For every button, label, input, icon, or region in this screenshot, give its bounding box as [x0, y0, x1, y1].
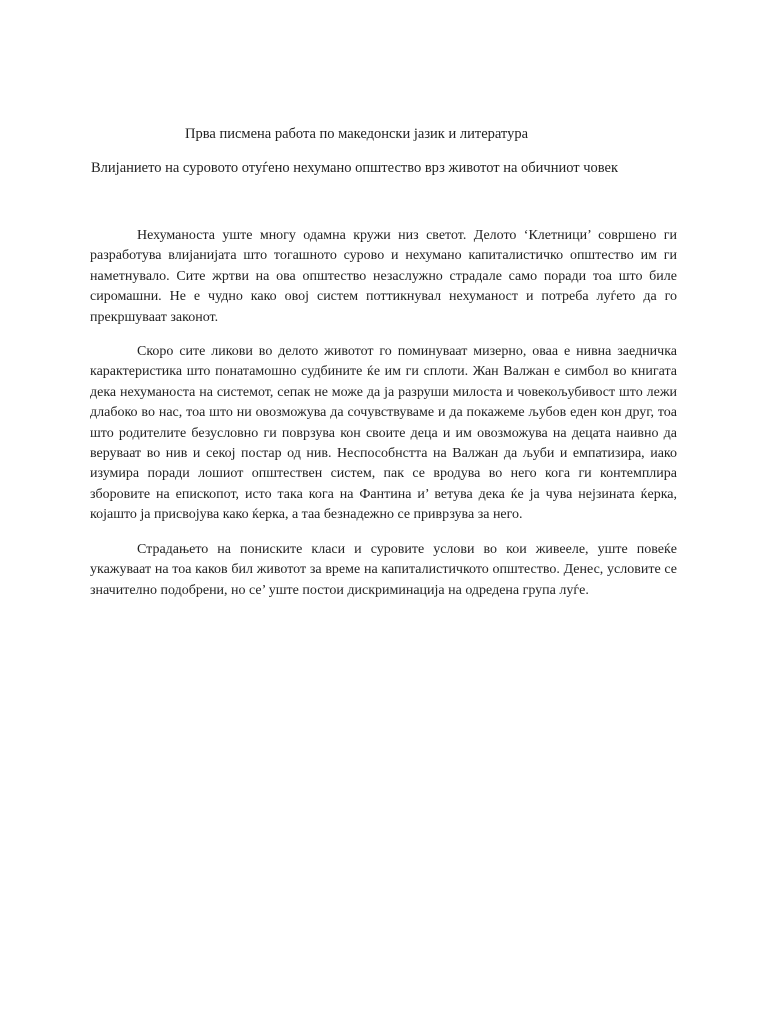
paragraph-2: Скоро сите ликови во делото животот го поминуваат мизерно, оваа е нивна заедничка карактеристика што понатамошно судбините ќе им ги сплоти. Жан Валжан е симбол во книгата дека нехуманоста на системот, сепак не може да ја разруши милоста и човекољубивост што лежи длабоко во нас, тоа што ни овозможува да сочувствуваме и да покажеме љубов еден кон друг, тоа што родителите безусловно ги поврзува кон своите деца и им овозможува на децата наивно да веруваат во нив и секој постар од нив. Неспособнстта на Валжан да љуби и емпатизира, иако изумира поради лошиот општествен систем, пак се вродува во него кога ги контемплира зборовите на епископот, исто така кога на Фантина и’ ветува дека ќе ја чува нејзината ќерка, којашто ја присвојува како ќерка, а таа безнадежно се приврзува за него. — [90, 344, 677, 523]
paragraph-3: Страдањето на пониските класи и суровите услови во кои живееле, уште повеќе укажуваат на тоа каков бил животот за време на капиталистичкото општество. Денес, условите се значително подобрени, но се’ уште постои дискриминација на одредена група луѓе. — [90, 541, 677, 598]
paragraph-1: Нехуманоста уште многу одамна кружи низ светот. Делото ‘Клетници’ совршено ги разработува влијанијата што тогашното сурово и нехумано капиталистичко општество им ги наметнувало. Сите жртви на ова општество незаслужно страдале само поради тоа што биле сиромашни. Не е чудно како овој систем поттикнувал нехуманост и потреба луѓето да го прекршуваат законот. — [90, 228, 677, 325]
document-subtitle: Влијанието на суровото отуѓено нехумано општество врз животот на обичниот човек — [91, 160, 619, 176]
document-heading: Прва писмена работа по македонски јазик и литература — [185, 126, 529, 142]
document-body — [90, 226, 677, 615]
